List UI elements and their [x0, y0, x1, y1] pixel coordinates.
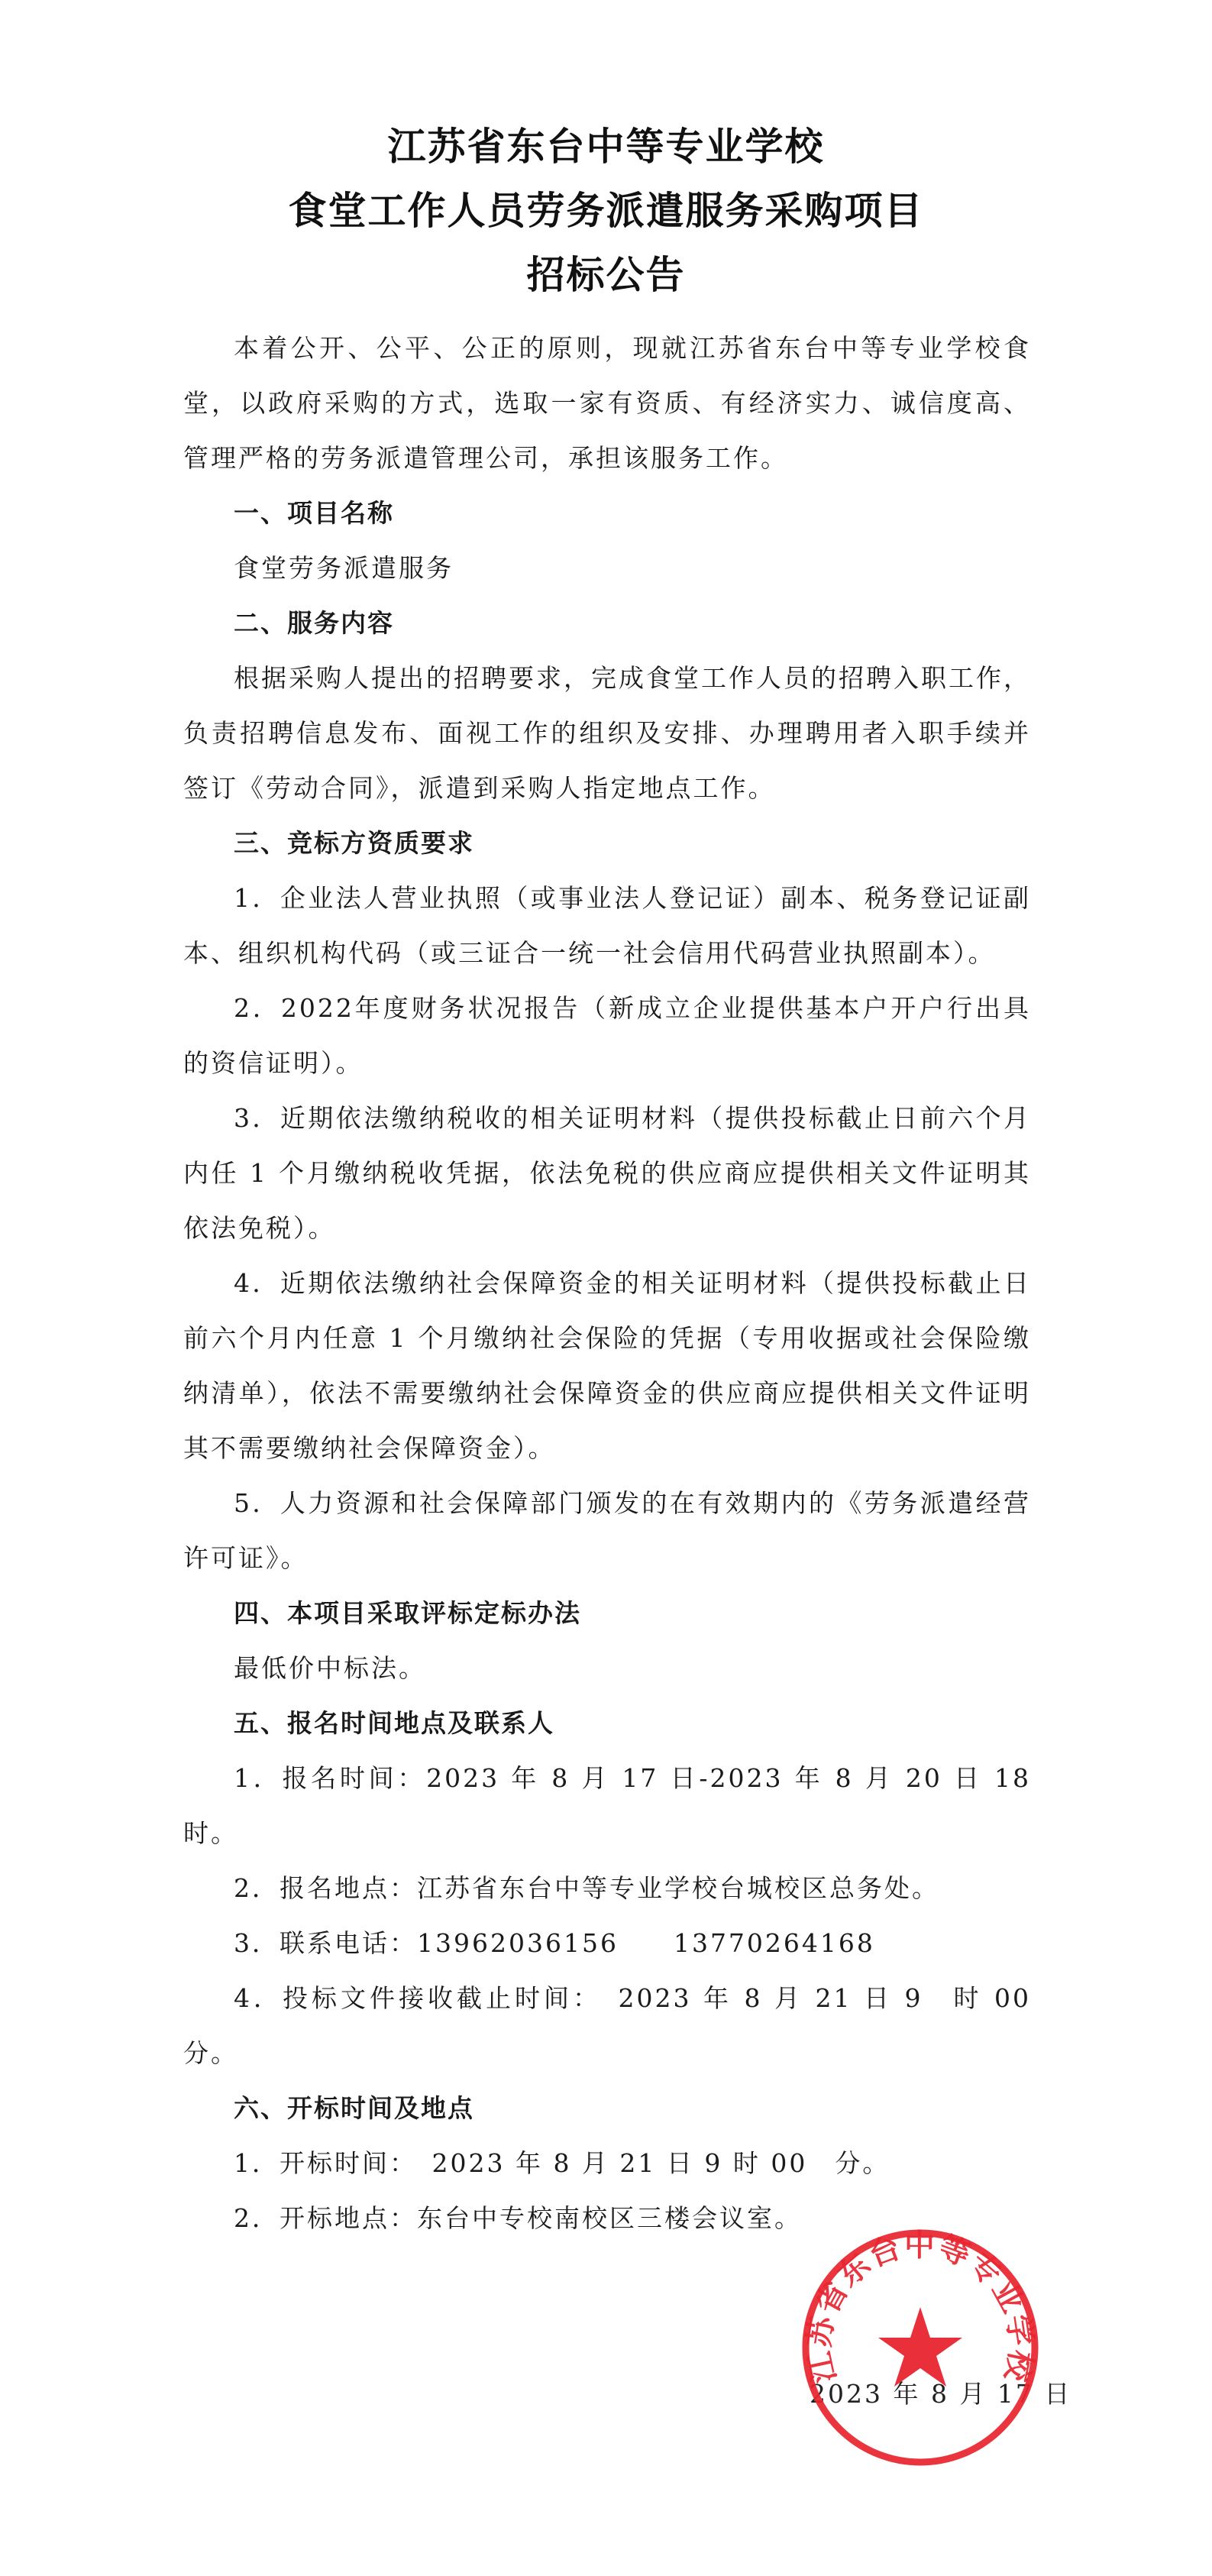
section-heading-qualifications: 三、竞标方资质要求 — [234, 828, 474, 858]
intro-paragraph: 本着公开、公平、公正的原则，现就江苏省东台中等专业学校食堂，以政府采购的方式，选取一家有资质、有经济实力、诚信度高、管理严格的劳务派遣管理公司，承担该服务工作。 — [183, 333, 1031, 473]
registration-item: 4．投标文件接收截止时间： 2023 年 8 月 21 日 9 时 00 分。 — [183, 1983, 1058, 2068]
section-heading-service-content: 二、服务内容 — [234, 608, 394, 638]
title-line-2: 食堂工作人员劳务派遣服务采购项目 — [288, 188, 924, 233]
bid-opening-item: 1．开标时间： 2023 年 8 月 21 日 9 时 00 分。 — [234, 2148, 890, 2178]
seal-star-icon — [878, 2307, 962, 2387]
section-heading-evaluation: 四、本项目采取评标定标办法 — [234, 1598, 581, 1628]
registration-item: 2．报名地点：江苏省东台中等专业学校台城校区总务处。 — [234, 1873, 939, 1903]
project-name-text: 食堂劳务派遣服务 — [234, 553, 454, 583]
registration-item: 3．联系电话：13962036156 13770264168 — [234, 1928, 875, 1958]
document-date: 2023 年 8 月 17 日 — [810, 2379, 1072, 2409]
title-line-3: 招标公告 — [526, 252, 686, 297]
document-body — [183, 321, 1058, 2246]
svg-text:江苏省东台中等专业学校: 江苏省东台中等专业学校 — [801, 2228, 1039, 2387]
qualification-item: 4．近期依法缴纳社会保障资金的相关证明材料（提供投标截止日前六个月内任意 1 个月缴纳社会保险的凭据（专用收据或社会保险缴纳清单），依法不需要缴纳社会保障资金的供应商应提供相关文件证明其不需要缴纳社会保障资金）。 — [183, 1268, 1031, 1463]
qualification-item: 5．人力资源和社会保障部门颁发的在有效期内的《劳务派遣经营许可证》。 — [183, 1488, 1031, 1573]
section-heading-registration: 五、报名时间地点及联系人 — [234, 1708, 554, 1738]
evaluation-method-text: 最低价中标法。 — [234, 1653, 426, 1683]
qualification-item: 1．企业法人营业执照（或事业法人登记证）副本、税务登记证副本、组织机构代码（或三证合一统一社会信用代码营业执照副本）。 — [183, 883, 1031, 968]
section-heading-project-name: 一、项目名称 — [234, 498, 394, 528]
document-title — [0, 115, 1212, 307]
qualification-item: 2．2022年度财务状况报告（新成立企业提供基本户开户行出具的资信证明）。 — [183, 993, 1031, 1078]
registration-item: 1．报名时间：2023 年 8 月 17 日-2023 年 8 月 20 日 18 时。 — [183, 1763, 1031, 1848]
section-heading-bid-opening: 六、开标时间及地点 — [234, 2093, 474, 2123]
qualification-item: 3．近期依法缴纳税收的相关证明材料（提供投标截止日前六个月内任 1 个月缴纳税收凭据，依法免税的供应商应提供相关文件证明其依法免税）。 — [183, 1103, 1031, 1243]
title-line-1: 江苏省东台中等专业学校 — [387, 124, 825, 169]
service-content-text: 根据采购人提出的招聘要求，完成食堂工作人员的招聘入职工作，负责招聘信息发布、面视工作的组织及安排、办理聘用者入职手续并签订《劳动合同》，派遣到采购人指定地点工作。 — [183, 663, 1031, 803]
official-seal-icon — [794, 2222, 1046, 2474]
bid-opening-item: 2．开标地点：东台中专校南校区三楼会议室。 — [234, 2203, 802, 2233]
